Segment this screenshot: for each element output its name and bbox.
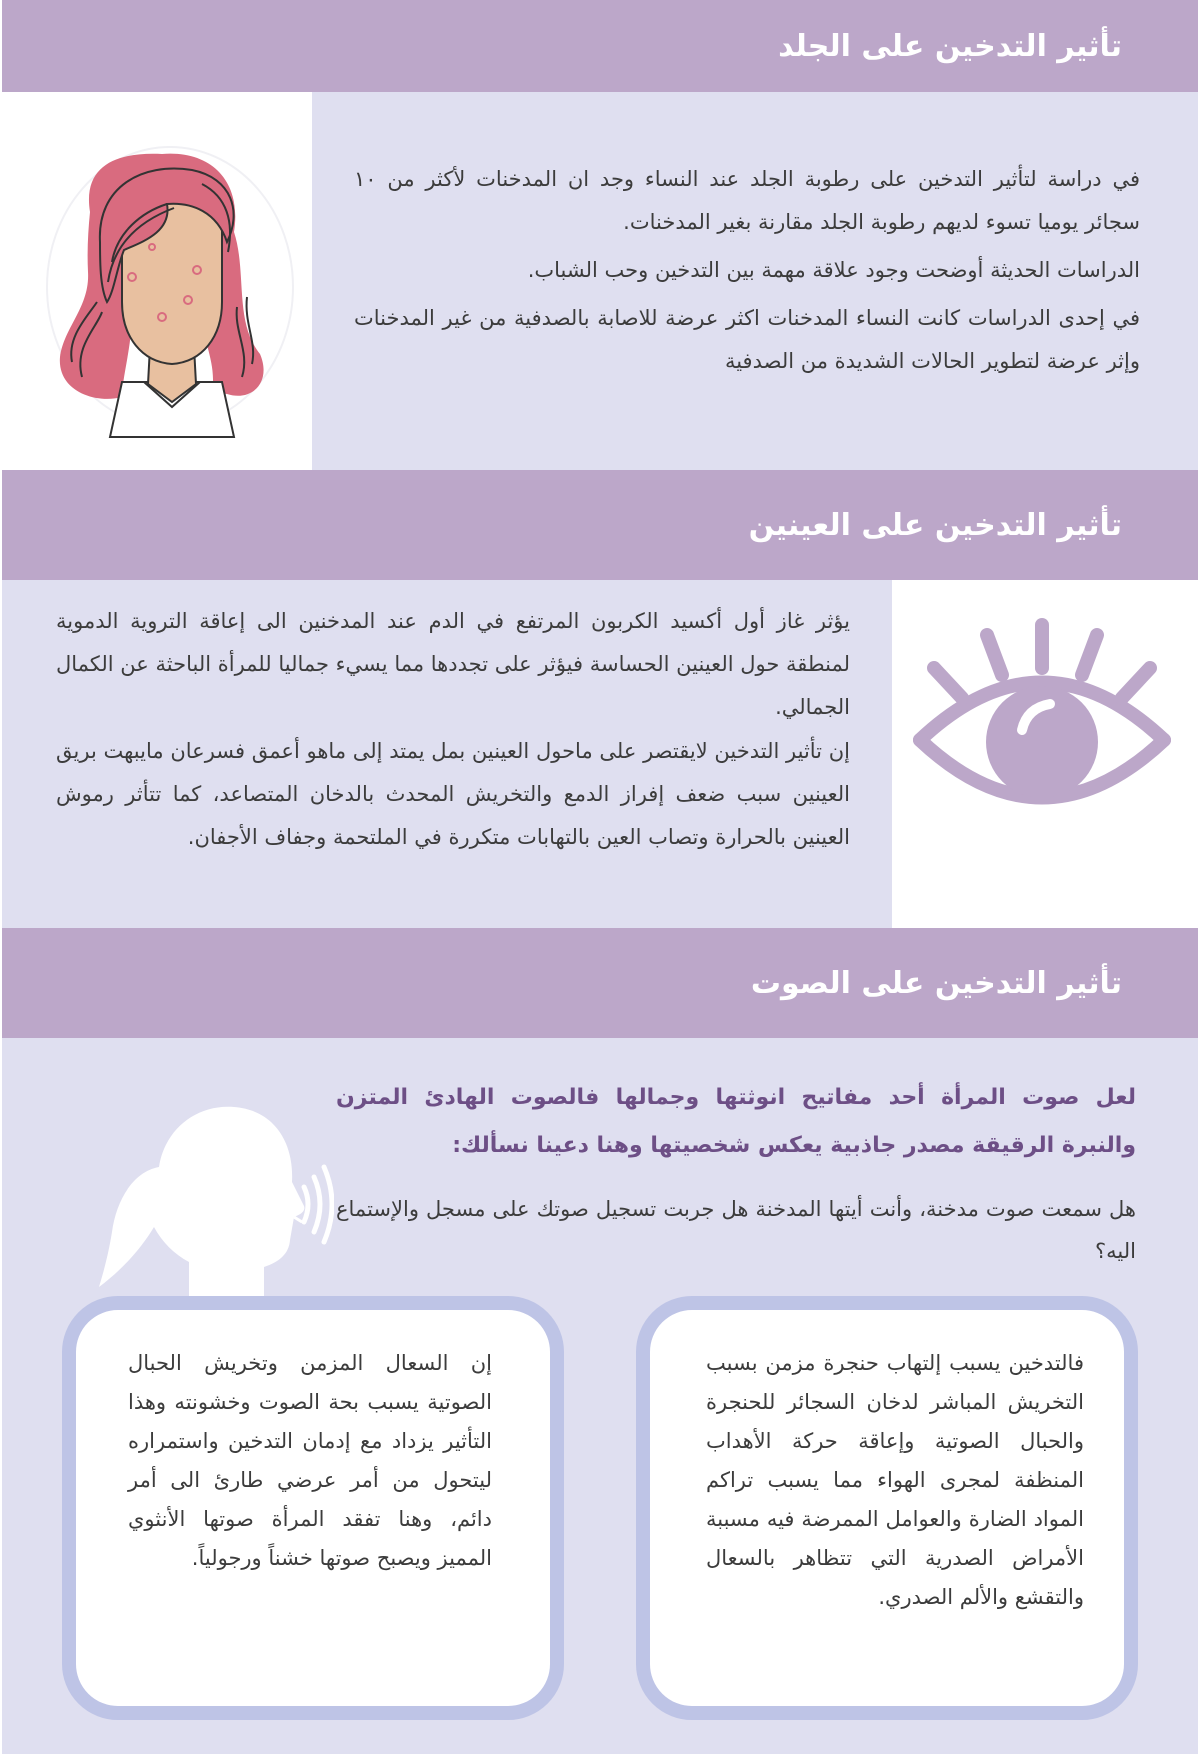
voice-panel xyxy=(2,1038,1198,1754)
speaking-head-icon xyxy=(94,1082,334,1297)
skin-section-header xyxy=(2,0,1198,92)
voice-section-title: تأثير التدخين على الصوت xyxy=(750,965,1122,1001)
eyes-text-panel xyxy=(2,580,892,928)
woman-face-icon xyxy=(2,92,312,470)
voice-intro: لعل صوت المرأة أحد مفاتيح انوثتها وجمالها فالصوت الهادئ المتزن والنبرة الرقيقة مصدر جاذبية يعكس شخصيتها وهنا دعينا نسألك: xyxy=(336,1085,1136,1158)
eyes-paragraph-2: إن تأثير التدخين لايقتصر على ماحول العينين بمل يمتد إلى ماهو أعمق فسرعان مايبهت بريق العينين سبب ضعف إفراز الدمع والتخريش المحدث بالدخان المتصاعد، كما تتأثر رموش العينين بالحرارة وتصاب العين بالتهابات متكررة في الملتحمة وجفاف الأجفان. xyxy=(56,739,850,849)
eyes-section-title: تأثير التدخين على العينين xyxy=(748,507,1122,543)
eyes-paragraph-1: يؤثر غاز أول أكسيد الكربون المرتفع في الدم عند المدخنين الى إعاقة التروية الدموية لمنطقة حول العينين الحساسة فيؤثر على تجددها مما يسيء جماليا للمرأة الباحثة عن الكمال الجمالي. xyxy=(56,609,850,719)
skin-paragraph-3: في إحدى الدراسات كانت النساء المدخنات اكثر عرضة للاصابة بالصدفية من غير المدخنات وإثر عرضة لتطوير الحالات الشديدة من الصدفية xyxy=(354,306,1140,373)
skin-image-panel xyxy=(2,92,312,470)
skin-paragraph-1: في دراسة لتأثير التدخين على رطوبة الجلد عند النساء وجد ان المدخنات لأكثر من ١٠ سجائر يوميا تسوء لديهم رطوبة الجلد مقارنة بغير المدخنات. xyxy=(354,167,1140,234)
skin-text-panel xyxy=(312,92,1198,470)
eye-image-panel xyxy=(892,580,1198,928)
voice-box-right-text: فالتدخين يسبب إلتهاب حنجرة مزمن بسبب التخريش المباشر لدخان السجائر للحنجرة والحبال الصوتية وإعاقة حركة الأهداب المنظفة لمجرى الهواء مما يسبب تراكم المواد الضارة والعوامل الممرضة فيه مسببة الأمراض الصدرية التي تتظاهر بالسعال والتقشع والألم الصدري. xyxy=(706,1351,1084,1609)
voice-section-header xyxy=(2,928,1198,1038)
voice-text-block xyxy=(336,1074,1136,1272)
eyes-section-header xyxy=(2,470,1198,580)
voice-question: هل سمعت صوت مدخنة، وأنت أيتها المدخنة هل جربت تسجيل صوتك على مسجل والإستماع اليه؟ xyxy=(336,1197,1136,1263)
voice-box-right xyxy=(636,1296,1138,1720)
eye-icon xyxy=(892,580,1198,928)
skin-section-title: تأثير التدخين على الجلد xyxy=(778,28,1122,64)
voice-box-left-text: إن السعال المزمن وتخريش الحبال الصوتية يسبب بحة الصوت وخشونته وهذا التأثير يزداد مع إدمان التدخين واستمراره ليتحول من أمر عرضي طارئ الى أمر دائم، وهنا تفقد المرأة صوتها الأنثوي المميز ويصبح صوتها خشناً ورجولياً. xyxy=(128,1351,492,1570)
skin-paragraph-2: الدراسات الحديثة أوضحت وجود علاقة مهمة بين التدخين وحب الشباب. xyxy=(527,258,1140,282)
voice-box-left xyxy=(62,1296,564,1720)
